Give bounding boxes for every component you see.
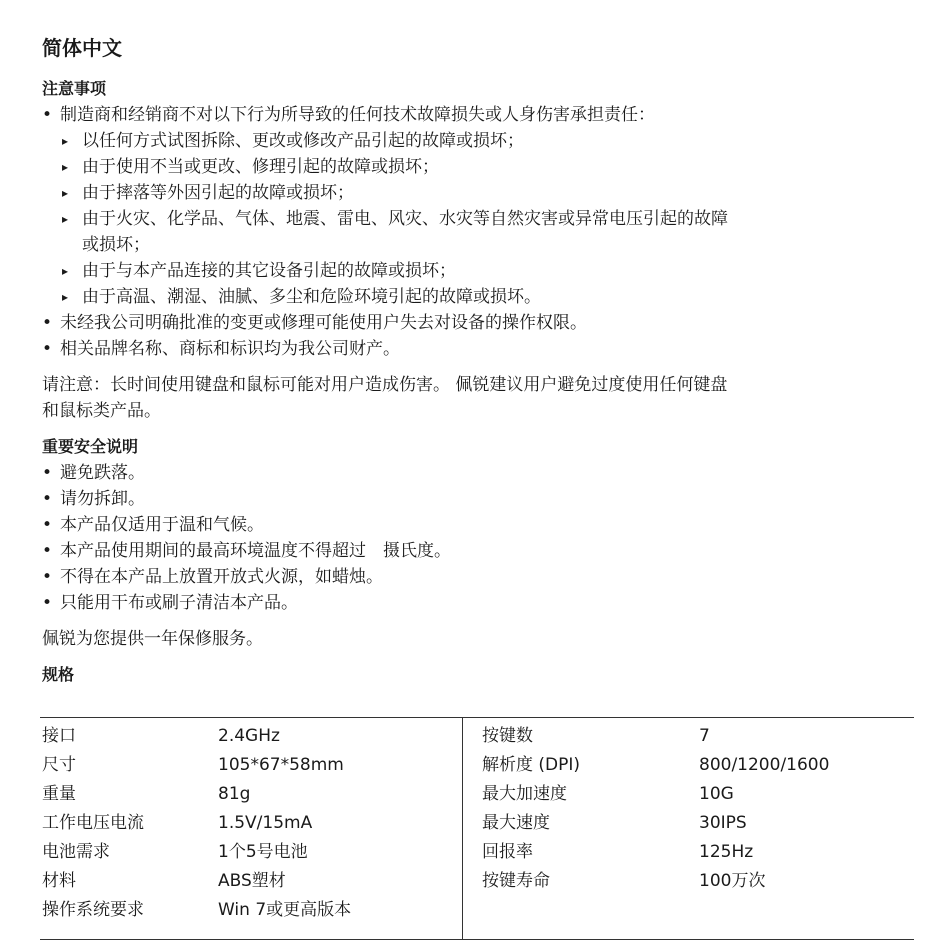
notice-bullet-1: • 制造商和经销商不对以下行为所导致的任何技术故障损失或人身伤害承担责任： (42, 102, 914, 128)
notice-heading: 注意事项 (42, 79, 107, 98)
spec-row (482, 722, 902, 751)
spec-row (42, 780, 452, 809)
safety-item-1: • 避免跌落。 (42, 460, 914, 486)
spec-key: 工作电压电流 (42, 813, 144, 833)
spec-row (482, 867, 902, 896)
notice-sub-1: ▸ 以任何方式试图拆除、更改或修改产品引起的故障或损坏； (42, 128, 914, 154)
spec-key: 按键数 (482, 726, 533, 746)
safety-heading: 重要安全说明 (42, 437, 139, 456)
spec-row (482, 809, 902, 838)
spec-key: 操作系统要求 (42, 900, 144, 920)
notice-sub-3: ▸ 由于摔落等外因引起的故障或损坏； (42, 180, 914, 206)
safety-item-2: • 请勿拆卸。 (42, 486, 914, 512)
notice-sub-6: ▸ 由于高温、潮湿、油腻、多尘和危险环境引起的故障或损坏。 (42, 284, 914, 310)
spec-row (42, 722, 452, 751)
spec-key: 电池需求 (42, 842, 110, 862)
language-title: 简体中文 (42, 36, 122, 60)
spec-key: 尺寸 (42, 755, 76, 775)
specs-right-column (482, 722, 902, 896)
caution-line-1: 请注意：长时间使用键盘和鼠标可能对用户造成伤害。 佩锐建议用户避免过度使用任何键盘 (42, 375, 728, 395)
spec-key: 最大速度 (482, 813, 550, 833)
spec-key: 接口 (42, 726, 76, 746)
spec-value: 1个5号电池 (218, 842, 308, 862)
spec-key: 解析度 (DPI) (482, 755, 581, 775)
spec-row (42, 809, 452, 838)
notice-sub-4: ▸ 由于火灾、化学品、气体、地震、雷电、风灾、水灾等自然灾害或异常电压引起的故障 (42, 206, 914, 232)
specs-column-divider (462, 718, 463, 939)
specs-table (40, 717, 914, 940)
spec-key: 回报率 (482, 842, 533, 862)
caution-line-2: 和鼠标类产品。 (42, 401, 161, 421)
notice-sub-4-cont: 或损坏； (82, 235, 150, 255)
spec-row (482, 780, 902, 809)
notice-sub-2: ▸ 由于使用不当或更改、修理引起的故障或损坏； (42, 154, 914, 180)
safety-item-6: • 只能用干布或刷子清洁本产品。 (42, 590, 914, 616)
spec-key: 按键寿命 (482, 871, 550, 891)
spec-value: 800/1200/1600 (699, 755, 830, 775)
safety-item-4: • 本产品使用期间的最高环境温度不得超过 摄氏度。 (42, 538, 914, 564)
notice-bullet-3: • 相关品牌名称、商标和标识均为我公司财产。 (42, 336, 914, 362)
spec-value: 7 (699, 726, 710, 746)
specs-heading: 规格 (42, 665, 75, 684)
specs-left-column (42, 722, 452, 925)
safety-item-3: • 本产品仅适用于温和气候。 (42, 512, 914, 538)
spec-value: 1.5V/15mA (218, 813, 313, 833)
spec-row (42, 867, 452, 896)
spec-value: Win 7或更高版本 (218, 900, 352, 920)
spec-row (482, 751, 902, 780)
spec-value: 30IPS (699, 813, 747, 833)
spec-value: 105*67*58mm (218, 755, 344, 775)
spec-row (42, 751, 452, 780)
spec-key: 重量 (42, 784, 76, 804)
spec-row (42, 896, 452, 925)
warranty-text: 佩锐为您提供一年保修服务。 (42, 629, 263, 649)
notice-sub-5: ▸ 由于与本产品连接的其它设备引起的故障或损坏； (42, 258, 914, 284)
spec-value: 81g (218, 784, 251, 804)
notice-bullet-2: • 未经我公司明确批准的变更或修理可能使用户失去对设备的操作权限。 (42, 310, 914, 336)
spec-row (482, 838, 902, 867)
spec-key: 最大加速度 (482, 784, 567, 804)
spec-value: 2.4GHz (218, 726, 280, 746)
spec-value: ABS塑材 (218, 871, 286, 891)
spec-key: 材料 (42, 871, 76, 891)
spec-value: 125Hz (699, 842, 754, 862)
spec-row (42, 838, 452, 867)
spec-value: 10G (699, 784, 734, 804)
spec-value: 100万次 (699, 871, 766, 891)
manual-page (42, 28, 914, 688)
safety-item-5: • 不得在本产品上放置开放式火源，如蜡烛。 (42, 564, 914, 590)
